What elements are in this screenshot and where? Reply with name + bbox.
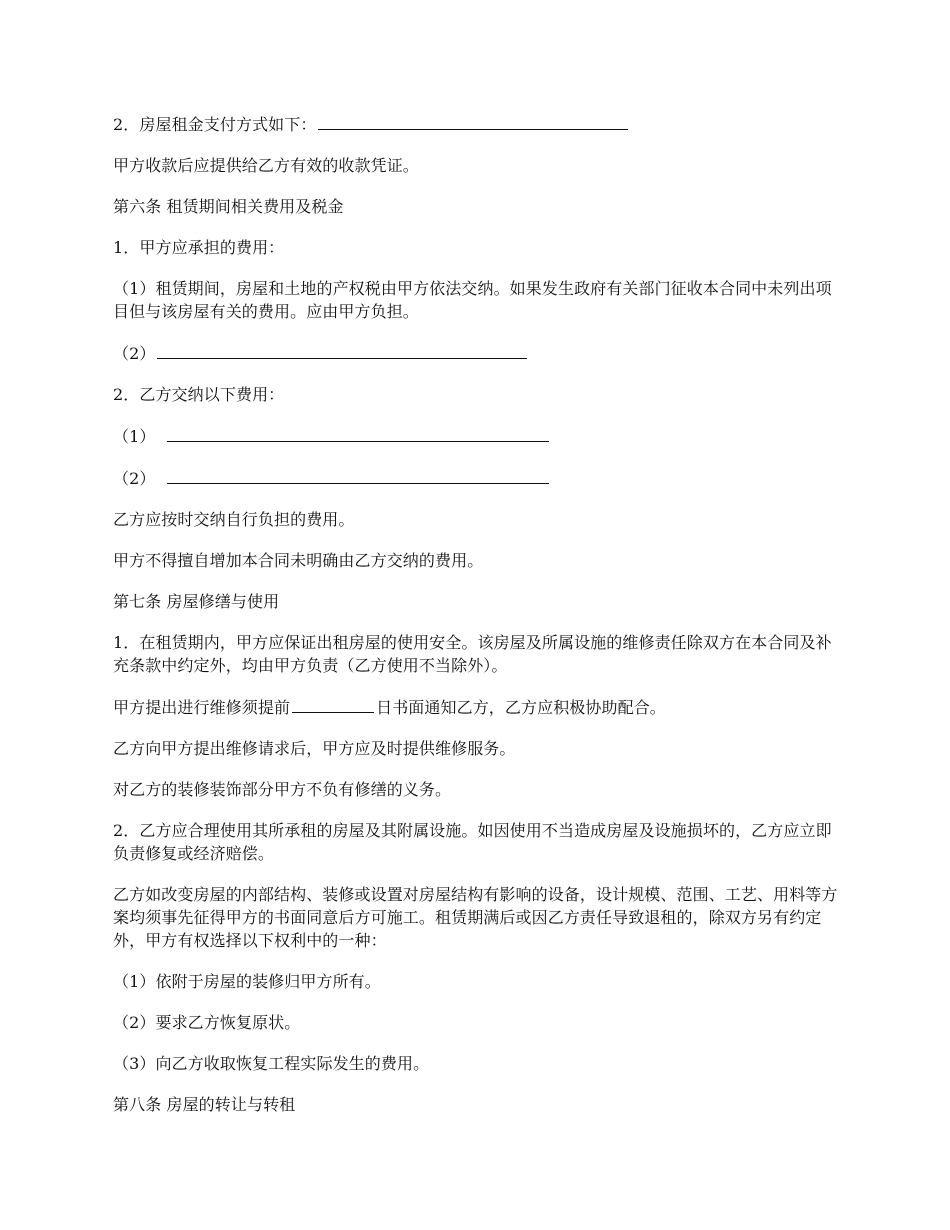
paragraph-rent-payment <box>113 112 838 136</box>
item-label: （2） <box>113 469 156 488</box>
fill-in-blank[interactable] <box>292 695 374 713</box>
paragraph: 对乙方的装修装饰部分甲方不负有修缮的义务。 <box>113 780 452 799</box>
paragraph: （3）向乙方收取恢复工程实际发生的费用。 <box>113 1054 430 1073</box>
paragraph: 甲方收款后应提供给乙方有效的收款凭证。 <box>113 156 419 175</box>
fill-in-blank[interactable] <box>157 341 527 359</box>
article-heading: 第六条 租赁期间相关费用及税金 <box>113 197 344 216</box>
paragraph: （2）要求乙方恢复原状。 <box>113 1013 301 1032</box>
paragraph: 1．甲方应承担的费用： <box>113 238 285 257</box>
paragraph-fill-item <box>113 341 838 365</box>
paragraph-fill-item <box>113 424 838 448</box>
paragraph: 乙方向甲方提出维修请求后，甲方应及时提供维修服务。 <box>113 739 516 758</box>
paragraph: （1）依附于房屋的装修归甲方所有。 <box>113 972 381 991</box>
fill-in-blank[interactable] <box>318 112 628 130</box>
paragraph: 乙方如改变房屋的内部结构、装修或设置对房屋结构有影响的设备，设计规模、范围、工艺、用料等方案均须事先征得甲方的书面同意后方可施工。租赁期满后或因乙方责任导致退租的，除双方另有约定外，甲方有权选择以下权利中的一种： <box>113 885 838 950</box>
paragraph-text-after: 日书面通知乙方，乙方应积极协助配合。 <box>376 698 666 717</box>
paragraph: 2．乙方应合理使用其所承租的房屋及其附属设施。如因使用不当造成房屋及设施损坏的，乙方应立即负责修复或经济赔偿。 <box>113 821 832 863</box>
paragraph: 甲方不得擅自增加本合同未明确由乙方交纳的费用。 <box>113 551 484 570</box>
paragraph: 1．在租赁期内，甲方应保证出租房屋的使用安全。该房屋及所属设施的维修责任除双方在本合同及补充条款中约定外，均由甲方负责（乙方使用不当除外）。 <box>113 633 832 675</box>
article-heading: 第八条 房屋的转让与转租 <box>113 1095 296 1114</box>
paragraph-fill-item <box>113 466 838 490</box>
fill-in-blank[interactable] <box>167 424 549 442</box>
paragraph: （1）租赁期间，房屋和土地的产权税由甲方依法交纳。如果发生政府有关部门征收本合同中未列出项目但与该房屋有关的费用。应由甲方负担。 <box>113 279 832 321</box>
document-body <box>113 112 838 1134</box>
paragraph: 2．乙方交纳以下费用： <box>113 385 285 404</box>
paragraph: 乙方应按时交纳自行负担的费用。 <box>113 510 355 529</box>
paragraph-notice-days <box>113 695 838 719</box>
paragraph-text-before: 甲方提出进行维修须提前 <box>113 698 291 717</box>
item-label: （1） <box>113 427 156 446</box>
fill-in-blank[interactable] <box>167 466 549 484</box>
article-heading: 第七条 房屋修缮与使用 <box>113 592 280 611</box>
item-label: （2） <box>113 344 156 363</box>
paragraph-text: 2．房屋租金支付方式如下： <box>113 115 317 134</box>
